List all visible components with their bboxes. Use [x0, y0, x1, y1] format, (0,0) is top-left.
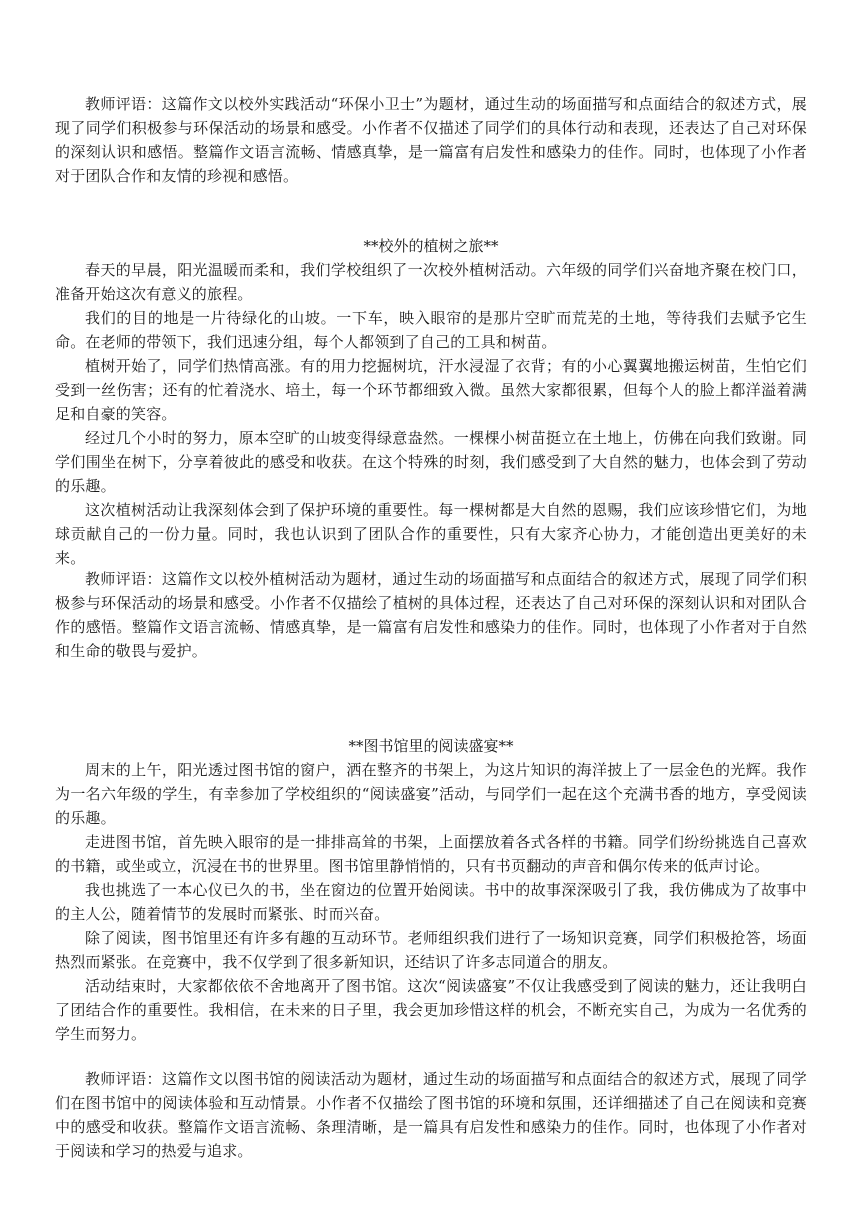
teacher-comment-block-1: [55, 92, 807, 188]
essay-paragraph: 我们的目的地是一片待绿化的山坡。一下车，映入眼帘的是那片空旷而荒芜的土地，等待我们去赋予它生命。在老师的带领下，我们迅速分组，每个人都领到了自己的工具和树苗。: [55, 309, 807, 351]
essay-library-reading: [55, 734, 807, 1046]
essay-paragraph: 这次植树活动让我深刻体会到了保护环境的重要性。每一棵树都是大自然的恩赐，我们应该珍惜它们，为地球贡献自己的一份力量。同时，我也认识到了团队合作的重要性，只有大家齐心协力，才能创造出更美好的未来。: [55, 501, 807, 567]
teacher-comment-block-2: [55, 567, 807, 663]
essay-paragraph: 走进图书馆，首先映入眼帘的是一排排高耸的书架，上面摆放着各式各样的书籍。同学们纷纷挑选自己喜欢的书籍，或坐或立，沉浸在书的世界里。图书馆里静悄悄的，只有书页翻动的声音和偶尔传来的低声讨论。: [55, 833, 807, 875]
essay-title: **校外的植树之旅**: [363, 237, 499, 255]
essay-tree-planting: [55, 234, 807, 570]
essay-paragraph: 春天的早晨，阳光温暖而柔和，我们学校组织了一次校外植树活动。六年级的同学们兴奋地齐聚在校门口，准备开始这次有意义的旅程。: [55, 261, 807, 303]
teacher-comment: 教师评语：这篇作文以校外植树活动为题材，通过生动的场面描写和点面结合的叙述方式，展现了同学们积极参与环保活动的场景和感受。小作者不仅描绘了植树的具体过程，还表达了自己对环保的深刻认识和对团队合作的感悟。整篇作文语言流畅、情感真挚，是一篇富有启发性和感染力的佳作。同时，也体现了小作者对于自然和生命的敬畏与爱护。: [55, 570, 807, 660]
essay-title: **图书馆里的阅读盛宴**: [348, 737, 514, 755]
essay-paragraph: 活动结束时，大家都依依不舍地离开了图书馆。这次“阅读盛宴”不仅让我感受到了阅读的魅力，还让我明白了团结合作的重要性。我相信，在未来的日子里，我会更加珍惜这样的机会，不断充实自己，为成为一名优秀的学生而努力。: [55, 977, 807, 1043]
teacher-comment-block-3: [55, 1067, 807, 1163]
essay-paragraph: 植树开始了，同学们热情高涨。有的用力挖掘树坑，汗水浸湿了衣背；有的小心翼翼地搬运树苗，生怕它们受到一丝伤害；还有的忙着浇水、培土，每一个环节都细致入微。虽然大家都很累，但每个人的脸上都洋溢着满足和自豪的笑容。: [55, 357, 807, 423]
essay-paragraph: 周末的上午，阳光透过图书馆的窗户，洒在整齐的书架上，为这片知识的海洋披上了一层金色的光辉。我作为一名六年级的学生，有幸参加了学校组织的“阅读盛宴”活动，与同学们一起在这个充满书香的地方，享受阅读的乐趣。: [55, 761, 807, 827]
essay-paragraph: 除了阅读，图书馆里还有许多有趣的互动环节。老师组织我们进行了一场知识竞赛，同学们积极抢答，场面热烈而紧张。在竞赛中，我不仅学到了很多新知识，还结识了许多志同道合的朋友。: [55, 929, 807, 971]
teacher-comment: 教师评语：这篇作文以校外实践活动“环保小卫士”为题材，通过生动的场面描写和点面结合的叙述方式，展现了同学们积极参与环保活动的场景和感受。小作者不仅描述了同学们的具体行动和表现，还表达了自己对环保的深刻认识和感悟。整篇作文语言流畅、情感真挚，是一篇富有启发性和感染力的佳作。同时，也体现了小作者对于团队合作和友情的珍视和感悟。: [55, 95, 807, 185]
essay-paragraph: 我也挑选了一本心仪已久的书，坐在窗边的位置开始阅读。书中的故事深深吸引了我，我仿佛成为了故事中的主人公，随着情节的发展时而紧张、时而兴奋。: [55, 881, 807, 923]
essay-paragraph: 经过几个小时的努力，原本空旷的山坡变得绿意盎然。一棵棵小树苗挺立在土地上，仿佛在向我们致谢。同学们围坐在树下，分享着彼此的感受和收获。在这个特殊的时刻，我们感受到了大自然的魅力，也体会到了劳动的乐趣。: [55, 429, 807, 495]
teacher-comment: 教师评语：这篇作文以图书馆的阅读活动为题材，通过生动的场面描写和点面结合的叙述方式，展现了同学们在图书馆中的阅读体验和互动情景。小作者不仅描绘了图书馆的环境和氛围，还详细描述了自己在阅读和竞赛中的感受和收获。整篇作文语言流畅、条理清晰，是一篇具有启发性和感染力的佳作。同时，也体现了小作者对于阅读和学习的热爱与追求。: [55, 1070, 807, 1160]
